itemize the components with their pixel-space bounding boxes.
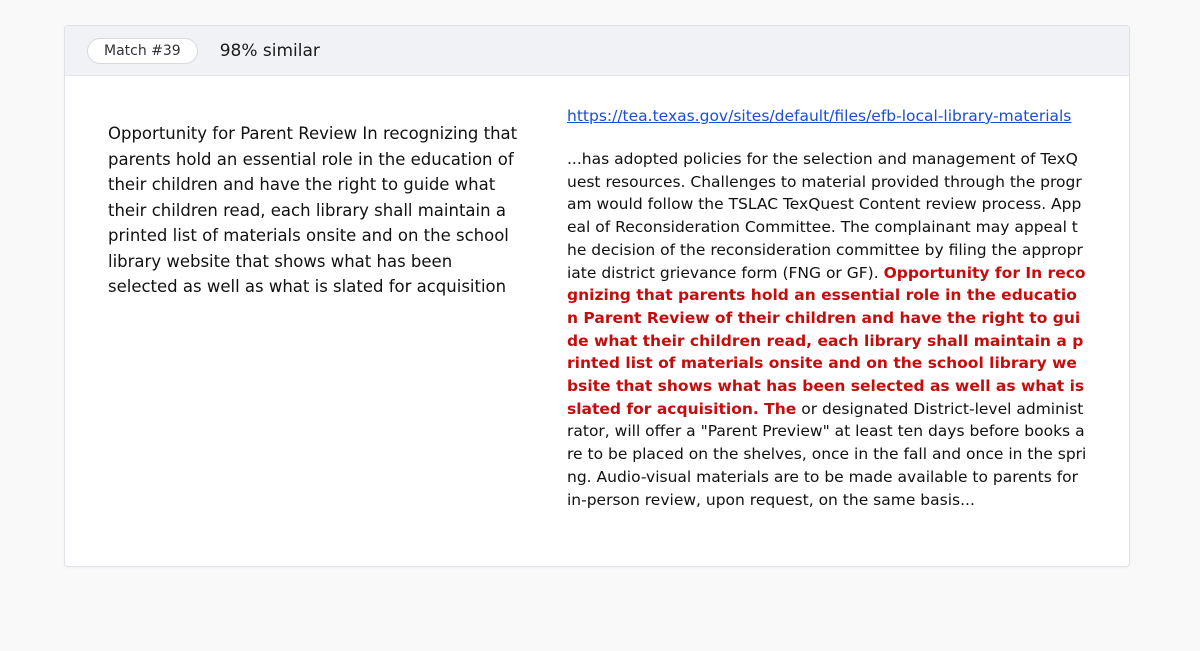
match-number-badge: Match #39 bbox=[87, 38, 198, 64]
excerpt-match-highlight: Opportunity for In recognizing that parents hold an essential role in the education Parent Review of their children and have the right to guide what their children read, each library shall maintain a printed list of materials onsite and on the school library website that shows what has been selected as well as what is slated for acquisition. The bbox=[567, 263, 1086, 418]
similarity-score: 98% similar bbox=[219, 40, 320, 61]
excerpt-before: ...has adopted policies for the selection and management of TexQuest resources. Challenges to material provided through the program would follow the TSLAC TexQuest Content review process. Appeal of Reconsideration Committee. The complainant may appeal the decision of the reconsideration committee by filing the appropriate district grievance form (FNG or GF). bbox=[567, 150, 1083, 282]
source-panel bbox=[567, 106, 1087, 511]
excerpt-after: or designated District-level administrator, will offer a "Parent Preview" at least ten days before books are to be placed on the shelves, once in the fall and once in the spring. Audio-visual materials are to be made available to parents for in-person review, upon request, on the same basis... bbox=[567, 399, 1087, 509]
source-excerpt bbox=[567, 148, 1087, 511]
match-header bbox=[65, 26, 1129, 76]
match-card bbox=[64, 25, 1130, 567]
source-url-link[interactable]: https://tea.texas.gov/sites/default/files/efb-local-library-materials bbox=[567, 107, 1072, 125]
query-text: Opportunity for Parent Review In recognizing that parents hold an essential role in the education of their children and have the right to guide what their children read, each library shall maintain a printed list of materials onsite and on the school library website that shows what has been selected as well as what is slated for acquisition bbox=[108, 124, 518, 296]
